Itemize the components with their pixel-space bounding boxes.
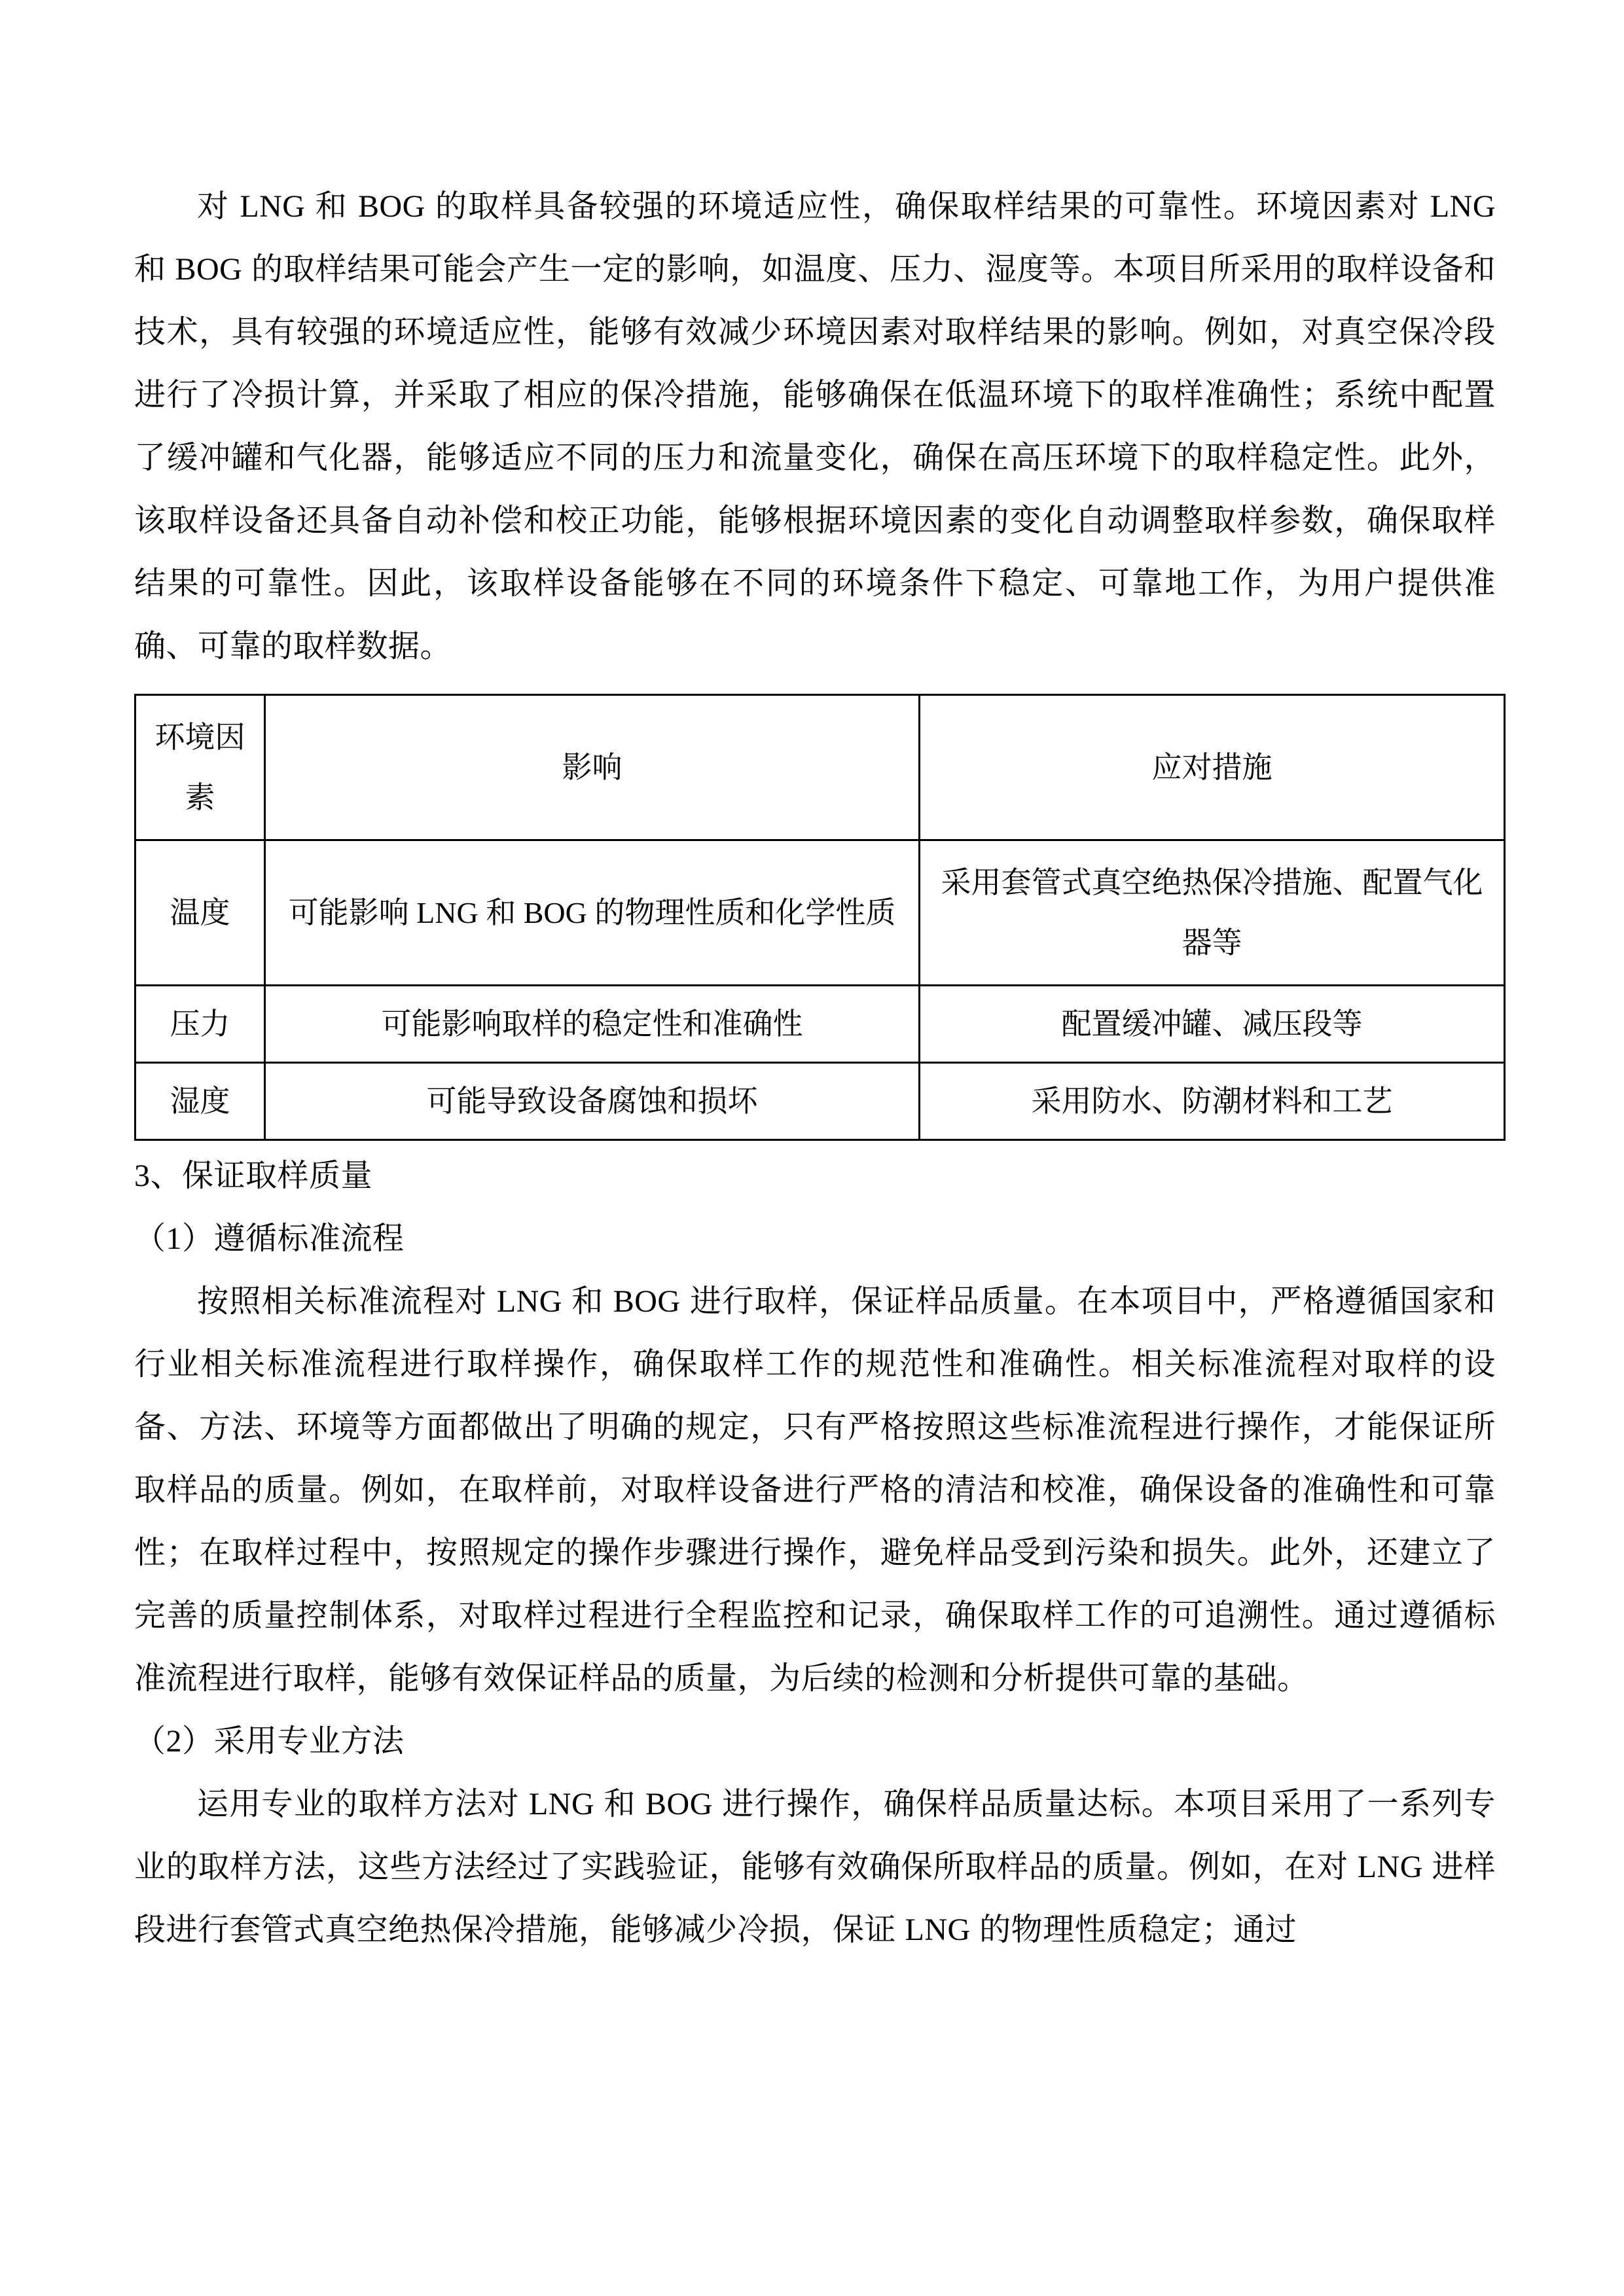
table-cell-impact-humidity: 可能导致设备腐蚀和损坏 <box>265 1063 920 1140</box>
table-cell-factor-pressure: 压力 <box>135 986 265 1063</box>
environment-factors-table <box>134 694 1506 1141</box>
table-header-measure: 应对措施 <box>920 695 1505 840</box>
paragraph-environment-adaptability: 对 LNG 和 BOG 的取样具备较强的环境适应性，确保取样结果的可靠性。环境因素对 LNG 和 BOG 的取样结果可能会产生一定的影响，如温度、压力、湿度等。本项目所采用的取样设备和技术，具有较强的环境适应性，能够有效减少环境因素对取样结果的影响。例如，对真空保冷段进行了冷损计算，并采取了相应的保冷措施，能够确保在低温环境下的取样准确性；系统中配置了缓冲罐和气化器，能够适应不同的压力和流量变化，确保在高压环境下的取样稳定性。此外，该取样设备还具备自动补偿和校正功能，能够根据环境因素的变化自动调整取样参数，确保取样结果的可靠性。因此，该取样设备能够在不同的环境条件下稳定、可靠地工作，为用户提供准确、可靠的取样数据。 <box>134 189 1496 664</box>
heading-subsection-2: （2）采用专业方法 <box>134 1724 405 1759</box>
table-cell-factor-temperature: 温度 <box>135 840 265 986</box>
table-cell-impact-temperature: 可能影响 LNG 和 BOG 的物理性质和化学性质 <box>265 840 920 986</box>
table-row <box>135 840 1505 986</box>
document-body <box>134 175 1496 1962</box>
table-row <box>135 1063 1505 1140</box>
table-cell-measure-pressure: 配置缓冲罐、减压段等 <box>920 986 1505 1063</box>
table-cell-measure-humidity: 采用防水、防潮材料和工艺 <box>920 1063 1505 1140</box>
table-header-impact: 影响 <box>265 695 920 840</box>
table-row <box>135 986 1505 1063</box>
paragraph-professional-methods: 运用专业的取样方法对 LNG 和 BOG 进行操作，确保样品质量达标。本项目采用了一系列专业的取样方法，这些方法经过了实践验证，能够有效确保所取样品的质量。例如，在对 LNG 进样段进行套管式真空绝热保冷措施，能够减少冷损，保证 LNG 的物理性质稳定；通过 <box>134 1787 1496 1947</box>
table-header-row <box>135 695 1505 840</box>
table-cell-factor-humidity: 湿度 <box>135 1063 265 1140</box>
paragraph-standard-process: 按照相关标准流程对 LNG 和 BOG 进行取样，保证样品质量。在本项目中，严格遵循国家和行业相关标准流程进行取样操作，确保取样工作的规范性和准确性。相关标准流程对取样的设备、方法、环境等方面都做出了明确的规定，只有严格按照这些标准流程进行操作，才能保证所取样品的质量。例如，在取样前，对取样设备进行严格的清洁和校准，确保设备的准确性和可靠性；在取样过程中，按照规定的操作步骤进行操作，避免样品受到污染和损失。此外，还建立了完善的质量控制体系，对取样过程进行全程监控和记录，确保取样工作的可追溯性。通过遵循标准流程进行取样，能够有效保证样品的质量，为后续的检测和分析提供可靠的基础。 <box>134 1284 1496 1696</box>
table-header-factor: 环境因素 <box>135 695 265 840</box>
table-cell-impact-pressure: 可能影响取样的稳定性和准确性 <box>265 986 920 1063</box>
heading-subsection-1: （1）遵循标准流程 <box>134 1221 405 1256</box>
heading-section-3: 3、保证取样质量 <box>134 1158 373 1193</box>
table-cell-measure-temperature: 采用套管式真空绝热保冷措施、配置气化器等 <box>920 840 1505 986</box>
